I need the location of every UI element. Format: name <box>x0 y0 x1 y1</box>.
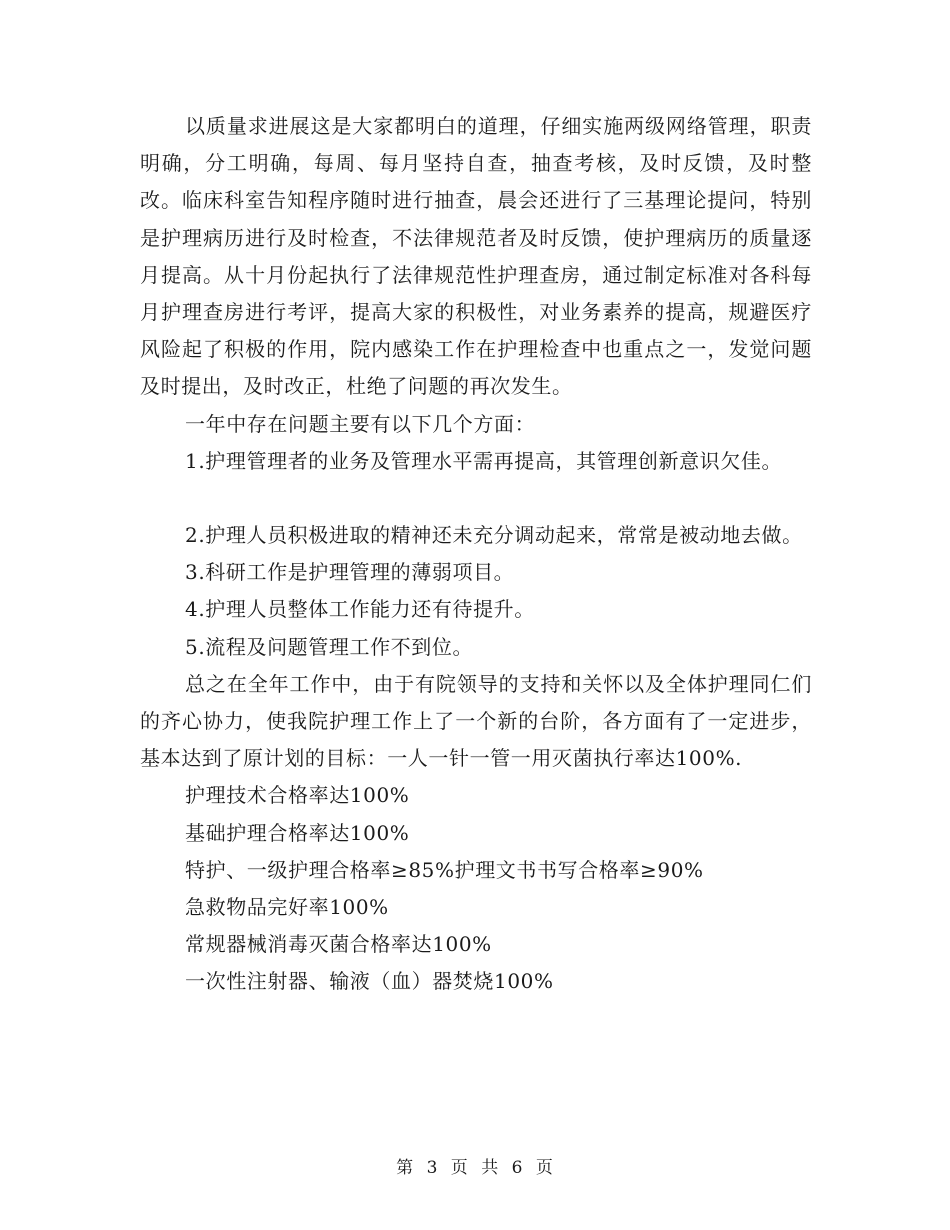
rate-item-disposable-incineration: 一次性注射器、输液（血）器焚烧100% <box>185 969 554 994</box>
problem-item-2: 2.护理人员积极进取的精神还未充分调动起来，常常是被动地去做。 <box>185 523 803 548</box>
rate-item-special-care: 特护、一级护理合格率≥85%护理文书书写合格率≥90% <box>185 857 704 882</box>
paragraph-problems-intro: 一年中存在问题主要有以下几个方面： <box>185 411 536 436</box>
document-body <box>140 108 812 1001</box>
page-number-footer: 第 3 页 共 6 页 <box>396 1158 554 1178</box>
problem-item-1: 1.护理管理者的业务及管理水平需再提高，其管理创新意识欠佳。 <box>185 448 783 473</box>
rate-item-sterilization: 常规器械消毒灭菌合格率达100% <box>185 932 492 957</box>
problem-item-5: 5.流程及问题管理工作不到位。 <box>185 634 474 659</box>
paragraph-summary: 总之在全年工作中，由于有院领导的支持和关怀以及全体护理同仁们的齐心协力，使我院护理工作上了一个新的台阶，各方面有了一定进步，基本达到了原计划的目标：一人一针一管一用灭菌执行率达100%. <box>140 671 812 771</box>
problem-item-4: 4.护理人员整体工作能力还有待提升。 <box>185 597 535 622</box>
problem-item-3: 3.科研工作是护理管理的薄弱项目。 <box>185 560 515 585</box>
rate-item-basic-care: 基础护理合格率达100% <box>185 820 410 845</box>
rate-item-technical: 护理技术合格率达100% <box>185 783 410 808</box>
paragraph-quality-management: 以质量求进展这是大家都明白的道理，仔细实施两级网络管理，职责明确，分工明确，每周、每月坚持自查，抽查考核，及时反馈，及时整改。临床科室告知程序随时进行抽查，晨会还进行了三基理论提问，特别是护理病历进行及时检查，不法律规范者及时反馈，使护理病历的质量逐月提高。从十月份起执行了法律规范性护理查房，通过制定标准对各科每月护理查房进行考评，提高大家的积极性，对业务素养的提高，规避医疗风险起了积极的作用，院内感染工作在护理检查中也重点之一，发觉问题及时提出，及时改正，杜绝了问题的再次发生。 <box>140 114 812 399</box>
rate-item-emergency-supplies: 急救物品完好率100% <box>185 895 389 920</box>
